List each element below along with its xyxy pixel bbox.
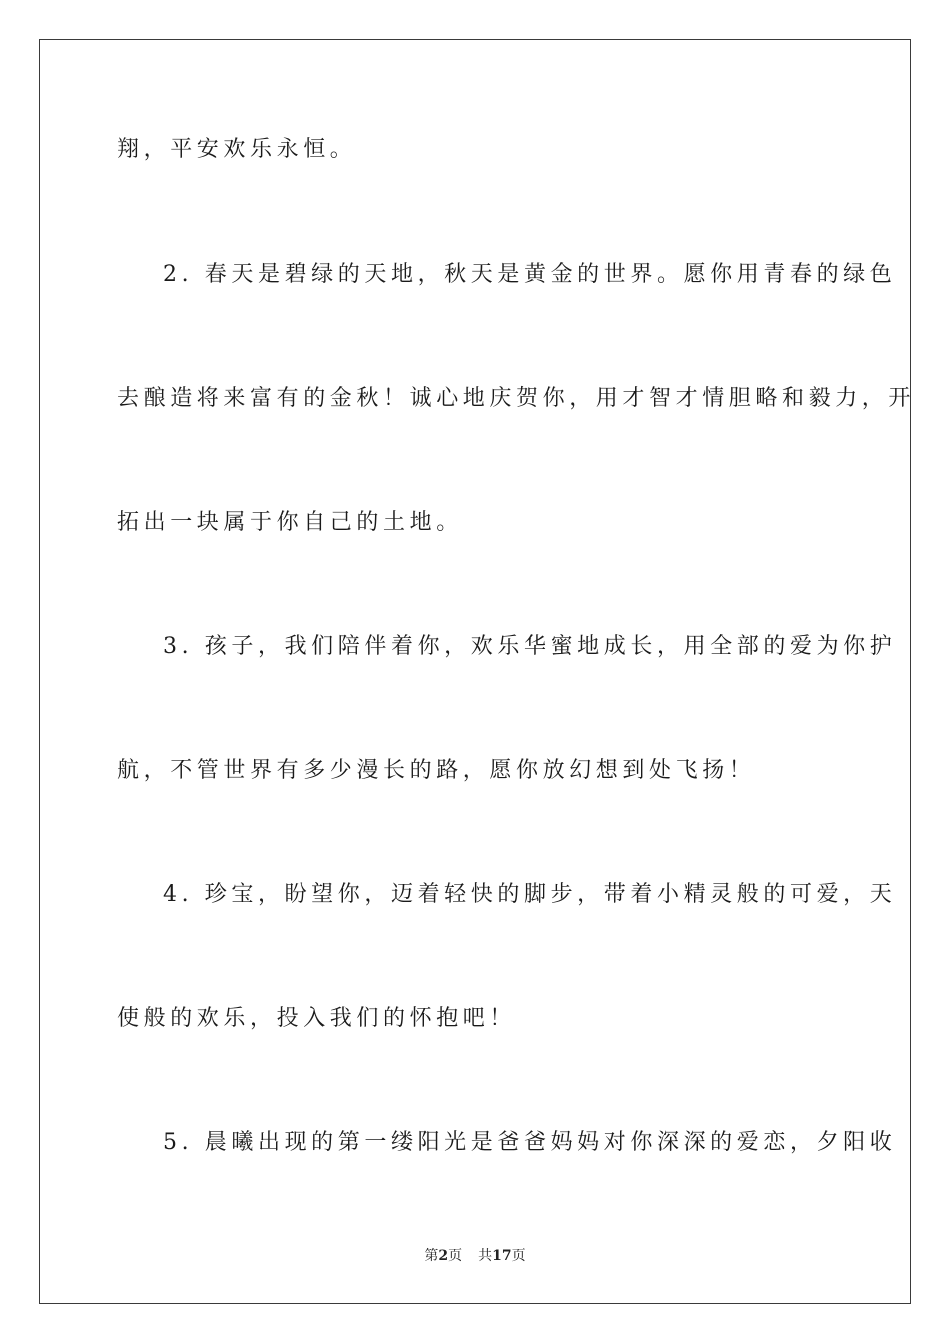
text-line-9: 5. 晨曦出现的第一缕阳光是爸爸妈妈对你深深的爱恋，夕阳收 [163, 1130, 897, 1155]
page-border [39, 39, 911, 1304]
page-footer [0, 1246, 950, 1266]
text-line-3: 去酿造将来富有的金秋！诚心地庆贺你，用才智才情胆略和毅力，开 [117, 386, 916, 411]
total-suffix: 页 [511, 1248, 526, 1264]
total-prefix: 共 [478, 1248, 493, 1264]
text-line-6: 航，不管世界有多少漫长的路，愿你放幻想到处飞扬！ [117, 758, 756, 783]
page-suffix: 页 [448, 1248, 463, 1264]
page-current: 2 [438, 1248, 449, 1264]
text-line-8: 使般的欢乐，投入我们的怀抱吧！ [117, 1006, 517, 1031]
text-line-5: 3. 孩子，我们陪伴着你，欢乐华蜜地成长，用全部的爱为你护 [163, 634, 897, 659]
page-prefix: 第 [424, 1248, 439, 1264]
text-line-2: 2. 春天是碧绿的天地，秋天是黄金的世界。愿你用青春的绿色 [163, 262, 897, 287]
text-line-7: 4. 珍宝，盼望你，迈着轻快的脚步，带着小精灵般的可爱，天 [163, 882, 897, 907]
text-line-1: 翔，平安欢乐永恒。 [117, 137, 357, 162]
page-total: 17 [492, 1248, 512, 1264]
text-line-4: 拓出一块属于你自己的土地。 [117, 510, 463, 535]
